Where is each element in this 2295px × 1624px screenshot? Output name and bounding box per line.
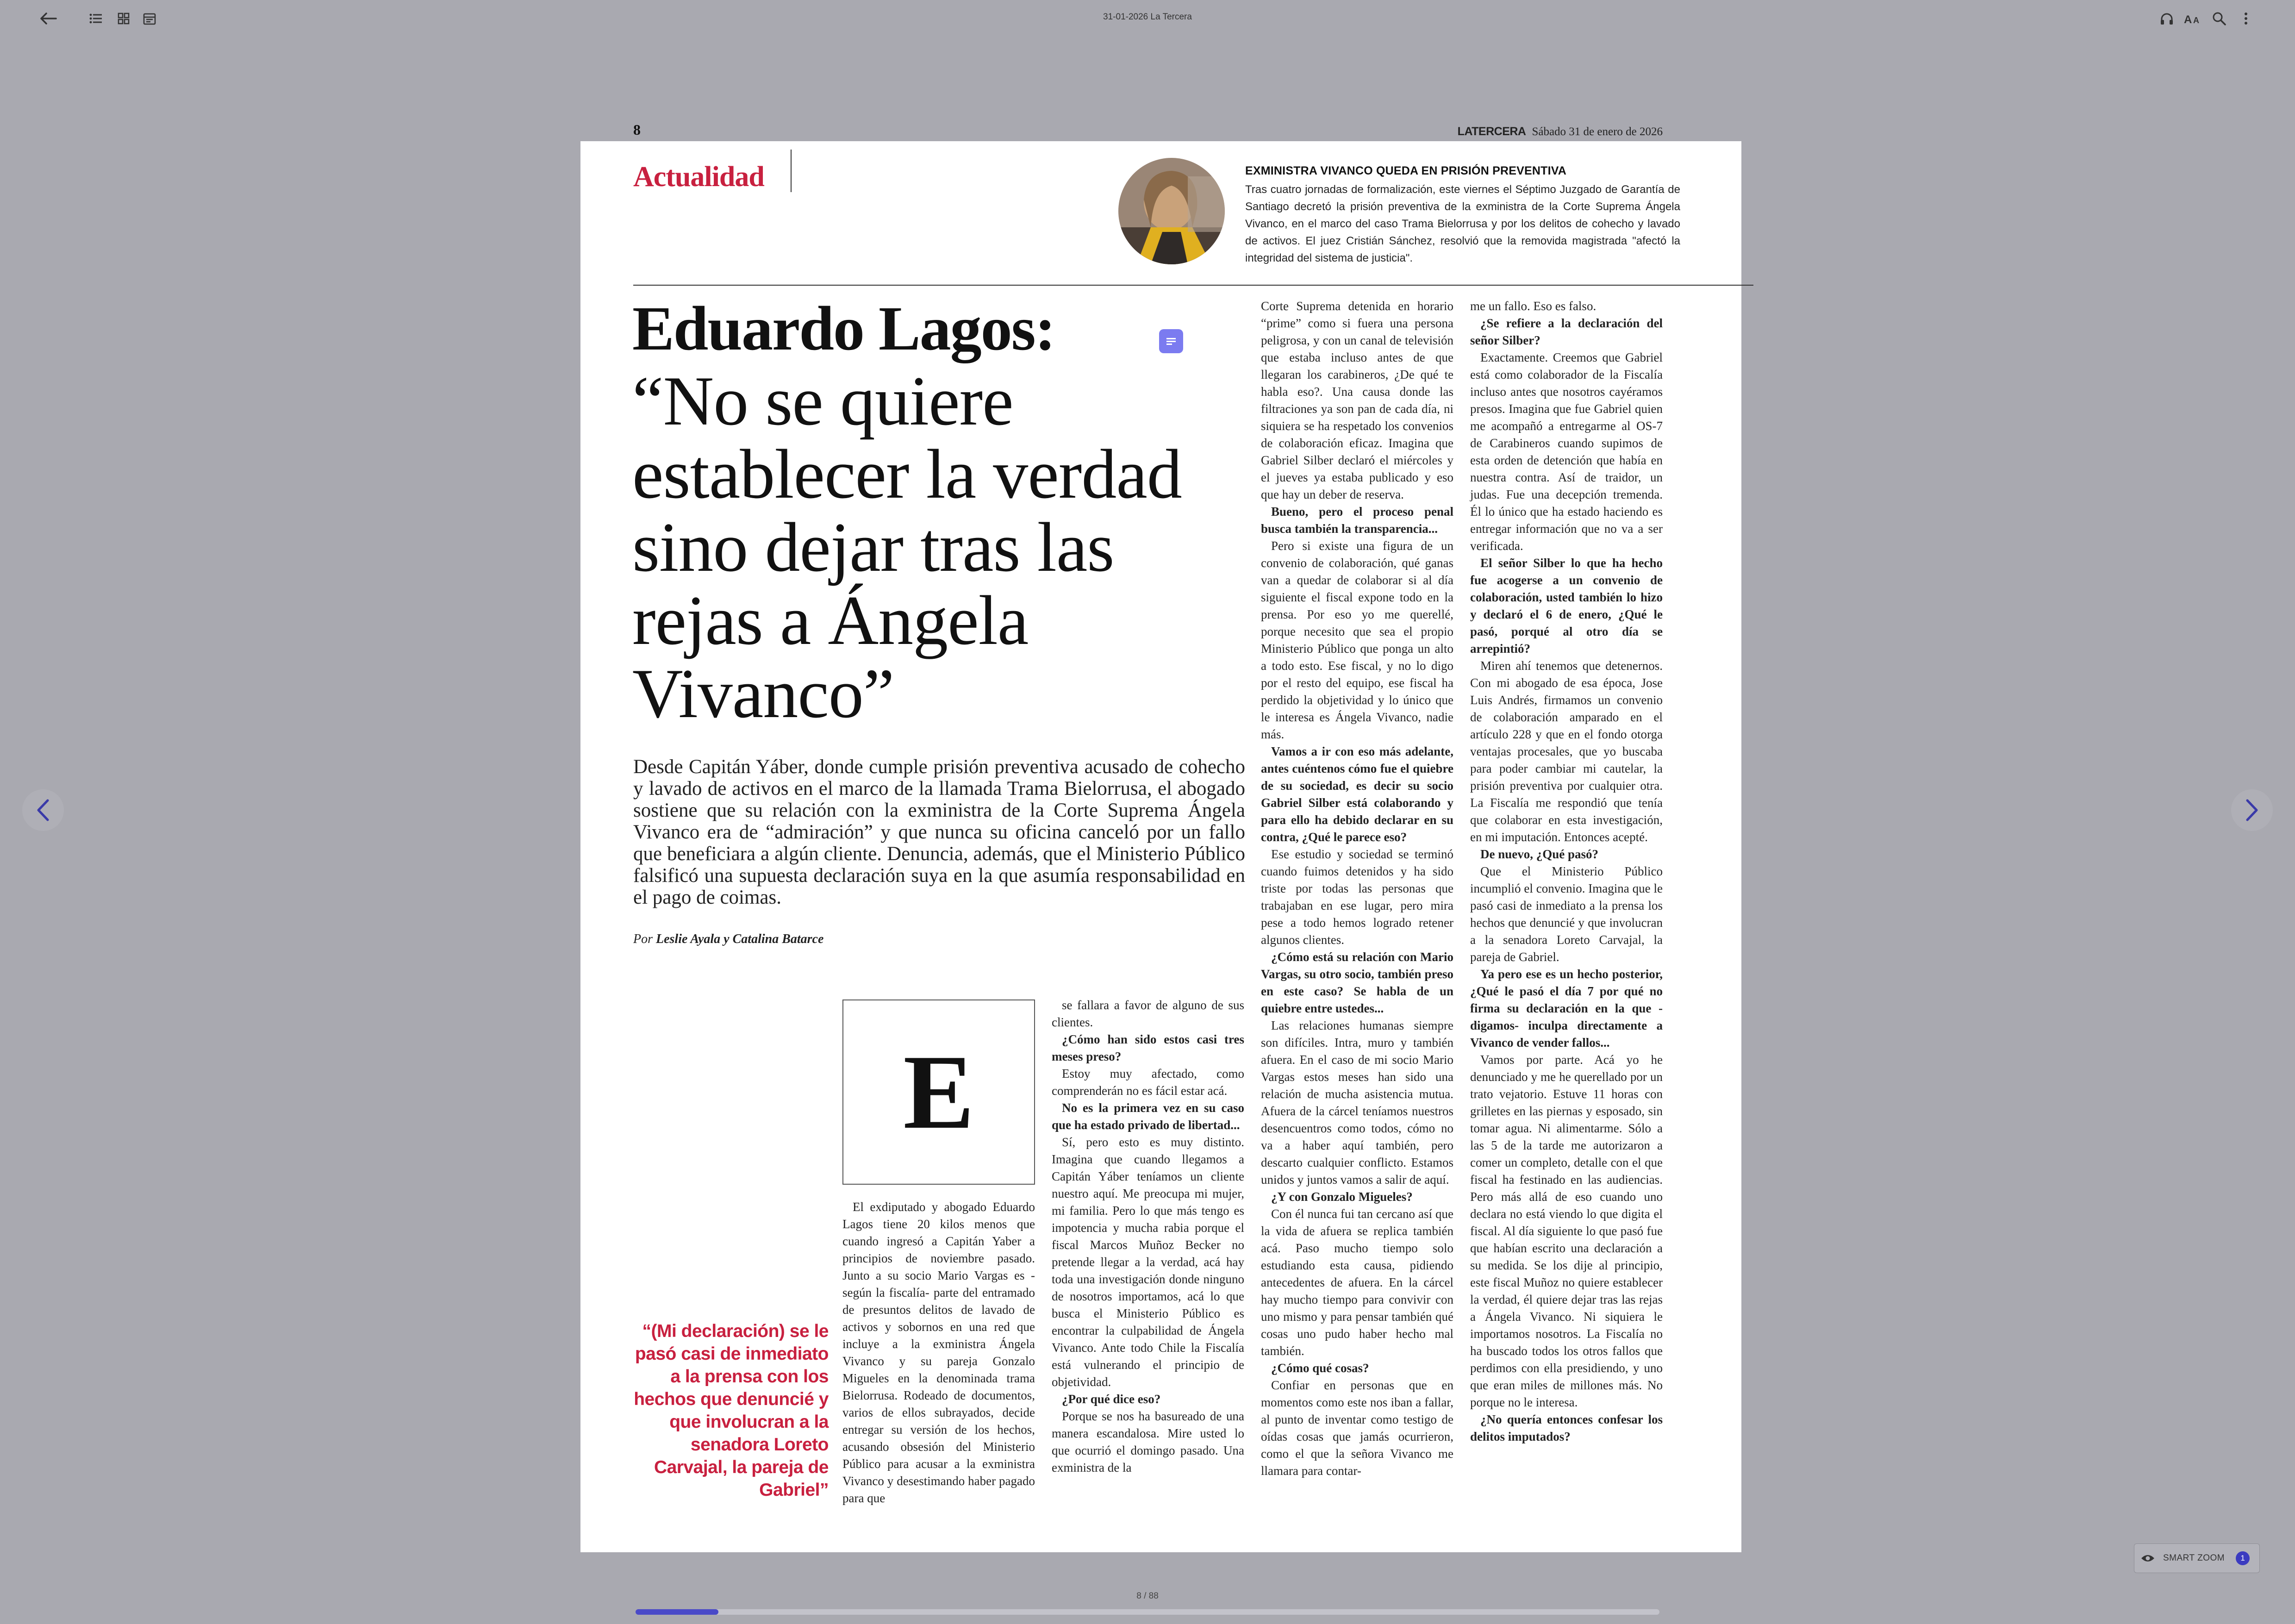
page-indicator: 8 / 88 <box>1136 1591 1159 1601</box>
drop-cap-box <box>842 999 1035 1185</box>
interview-question: ¿Cómo han sido estos casi tres meses preso? <box>1052 1032 1244 1063</box>
eye-icon <box>2141 1554 2155 1563</box>
interview-question: ¿Cómo qué cosas? <box>1271 1361 1369 1375</box>
interview-paragraph: Corte Suprema detenida en horario “prime” como si fuera una persona peligrosa, y con un canal de televisión que estaba incluso antes de que llegaran los carabineros, ¿De qué te habla eso?. Una causa donde las filtraciones ya son pan de cada día, ni siquiera se ha respetado los convenios de colaboración eficaz. Imagina que Gabriel Silber declaró el miércoles y el jueves ya estaba publicado y eso que hay un deber de reserva. <box>1261 299 1453 501</box>
masthead <box>1389 125 1663 138</box>
interview-paragraph: Pero si existe una figura de un convenio de colaboración, qué ganas van a quedar de colaborar si al día siguiente el fiscal expone todo en la prensa. Por eso yo me querellé, porque necesito que sea el propio Ministerio Público que ponga un alto a todo esto. Ese fiscal, y no lo digo por el resto del equipo, ese fiscal ha perdido la objetividad y lo único que le interesa es Ángela Vivanco, nadie más. <box>1261 539 1453 741</box>
smart-zoom-label: SMART ZOOM <box>2163 1553 2225 1563</box>
svg-text:A: A <box>2184 13 2192 25</box>
article-column-4 <box>1470 298 1663 1445</box>
page-progress-fill <box>636 1609 718 1615</box>
interview-question: ¿Y con Gonzalo Migueles? <box>1271 1190 1413 1204</box>
next-page-button[interactable] <box>2231 789 2273 831</box>
text-size-button[interactable] <box>2183 9 2203 28</box>
byline <box>633 932 823 947</box>
interview-question: No es la primera vez en su caso que ha estado privado de libertad... <box>1052 1101 1244 1132</box>
brief-rule <box>633 285 1753 286</box>
interview-question: ¿Se refiere a la declaración del señor Silber? <box>1470 316 1663 347</box>
interview-paragraph: Que el Ministerio Público incumplió el convenio. Imagina que le pasó casi de inmediato a la prensa los hechos que denuncié y que involucran a la senadora Loreto Carvajal, la pareja de Gabriel. <box>1470 864 1663 964</box>
annotation-note-button[interactable] <box>1159 329 1183 353</box>
section-label: Actualidad <box>633 161 764 193</box>
interview-question: ¿No quería entonces confesar los delitos imputados? <box>1470 1412 1663 1443</box>
interview-question: ¿Cómo está su relación con Mario Vargas, su otro socio, también preso en este caso? Se habla de un quiebre entre ustedes... <box>1261 950 1453 1015</box>
interview-question: De nuevo, ¿Qué pasó? <box>1480 847 1599 861</box>
brief-photo <box>1118 158 1225 264</box>
listen-button[interactable] <box>2158 9 2176 28</box>
brief-body: Tras cuatro jornadas de formalización, este viernes el Séptimo Juzgado de Garantía de Santiago decretó la prisión preventiva de la exministra de la Corte Suprema Ángela Vivanco, en el marco del caso Trama Bielorrusa y por los delitos de cohecho y lavado de activos. El juez Cristián Sánchez, resolvió que la removida magistrada "afectó la integridad del sistema de justicia". <box>1245 183 1680 264</box>
article-title-name: Eduardo Lagos: <box>632 294 1055 363</box>
interview-paragraph: Exactamente. Creemos que Gabriel está como colaborador de la Fiscalía incluso antes que nosotros cayéramos presos. Imagina que fue Gabriel quien me acompañó a entregarme al OS-7 de Carabineros cuando supimos de esta orden de detención que había en nuestra contra. Así de traidor, un judas. Fue una decepción tremenda. Él lo único que ha estado haciendo es entregar información que no va a ser verificada. <box>1470 350 1663 553</box>
interview-paragraph: Ese estudio y sociedad se terminó cuando fuimos detenidos y ha sido triste por todas las personas que trabajaban en ese lugar, pero mira pese a todo hemos logrado retener algunos clientes. <box>1261 847 1453 947</box>
svg-text:A: A <box>2193 16 2199 25</box>
article-column-3 <box>1261 298 1453 1480</box>
article-lead: Desde Capitán Yáber, donde cumple prisión preventiva acusado de cohecho y lavado de activos en el marco de la llamada Trama Bielorrusa, el abogado sostiene que su relación con la exministra de la Corte Suprema Ángela Vivanco era de “admiración” y que nunca su oficina canceló por un fallo que beneficiara a algún cliente. Denuncia, además, que el Ministerio Público falsificó una supuesta declaración suya en la que asumía responsabilidad en el pago de coimas. <box>633 756 1245 908</box>
smart-zoom-button[interactable] <box>2134 1543 2260 1573</box>
interview-paragraph: Las relaciones humanas siempre son difíciles. Intra, muro y también afuera. En el caso de mi socio Mario Vargas estos meses han sido una relación de mucha asistencia mutua. Afuera de la cárcel teníamos nuestros desencuentros como todos, cómo no va a haber aquí también, pero descarto cualquier conflicto. Estamos unidos y juntos vamos a salir de aquí. <box>1261 1018 1453 1187</box>
issue-title: 31-01-2026 La Tercera <box>1103 12 1192 22</box>
byline-authors: Leslie Ayala y Catalina Batarce <box>656 932 824 946</box>
interview-paragraph: Sí, pero esto es muy distinto. Imagina que cuando llegamos a Capitán Yáber teníamos un cliente nuestro aquí. Me preocupa mi mujer, mi familia. Pero lo que más tengo es impotencia y mucha rabia porque el fiscal Marcos Muñoz Becker no pretende llegar a la verdad, acá hay toda una investigación donde ninguno de nosotros importamos, acá lo que busca el Ministerio Público es encontrar la culpabilidad de Ángela Vivanco. Ante todo Chile la Fiscalía está vulnerando el principio de objetividad. <box>1052 1135 1244 1389</box>
interview-paragraph: Miren ahí tenemos que detenernos. Con mi abogado de esa época, Jose Luis Andrés, firmamos un convenio de colaboración amparado en el artículo 228 y que en el fondo otorga ventajas procesales, que yo buscaba para poder cambiar mi cautelar, la prisión preventiva por cualquier otra. La Fiscalía me respondió que tenía que colaborar en esta investigación, en mi imputación. Entonces acepté. <box>1470 659 1663 844</box>
article-column-2 <box>1052 997 1244 1476</box>
search-icon <box>2212 12 2226 25</box>
interview-paragraph: Estoy muy afectado, como comprenderán no es fácil estar acá. <box>1052 1067 1244 1098</box>
search-button[interactable] <box>2211 9 2227 28</box>
more-icon <box>2244 12 2248 25</box>
chevron-left-icon <box>36 799 50 822</box>
chevron-right-icon <box>2245 799 2259 822</box>
pull-quote: “(Mi declaración) se le pasó casi de inmediato a la prensa con los hechos que denuncié y que involucran a la senadora Loreto Carvajal, la pareja de Gabriel” <box>634 1321 829 1500</box>
interview-paragraph: se fallara a favor de alguno de sus clientes. <box>1052 998 1244 1029</box>
byline-prefix: Por <box>633 932 653 946</box>
article-column-1 <box>842 1199 1035 1507</box>
interview-question: El señor Silber lo que ha hecho fue acogerse a un convenio de colaboración, usted también lo hizo y declaró el 6 de enero, ¿Qué le pasó, porqué al otro día se arrepintió? <box>1470 556 1663 656</box>
interview-paragraph: Porque se nos ha basureado de una manera escandalosa. Mire usted lo que ocurrió el domingo pasado. Una exministra de la <box>1052 1409 1244 1474</box>
more-options-button[interactable] <box>2240 9 2251 28</box>
note-icon <box>1166 337 1177 346</box>
smart-zoom-badge: 1 <box>2236 1551 2250 1565</box>
text-size-icon <box>2184 12 2202 25</box>
interview-question: Ya pero ese es un hecho posterior, ¿Qué le pasó el día 7 por qué no firma su declaración en la que -digamos- inculpa directamente a Vivanco de vender fallos... <box>1470 967 1663 1049</box>
interview-question: ¿Por qué dice eso? <box>1062 1392 1161 1406</box>
interview-paragraph: El exdiputado y abogado Eduardo Lagos tiene 20 kilos menos que cuando ingresó a Capitán Yaber a principios de noviembre pasado. Junto a su socio Mario Vargas es -según la fiscalía- parte del entramado de presuntos delitos de lavado de activos y sobornos en una red que incluye a la exministra Ángela Vivanco y su pareja Gonzalo Migueles en la denominada trama Bielorrusa. Rodeado de documentos, varios de ellos subrayados, decide entregar su versión de los hechos, acusando obsesión del Ministerio Público para acusar a la exministra Vivanco y desestimando haber pagado para que <box>842 1200 1035 1505</box>
page-progress-bar[interactable] <box>636 1609 1659 1615</box>
newspaper-page <box>580 141 1741 1552</box>
previous-page-button[interactable] <box>22 789 64 831</box>
page-number: 8 <box>633 121 641 138</box>
brand-name: LATERCERA <box>1457 125 1526 138</box>
headphones-icon <box>2160 12 2174 25</box>
section-divider <box>791 150 792 192</box>
interview-question: Bueno, pero el proceso penal busca también la transparencia... <box>1261 505 1453 536</box>
issue-date: Sábado 31 de enero de 2026 <box>1532 125 1663 138</box>
interview-paragraph: me un fallo. Eso es falso. <box>1470 299 1597 313</box>
interview-paragraph: Con él nunca fui tan cercano así que la vida de afuera se replica también acá. Paso mucho tiempo solo estudiando esta causa, pidiendo antecedentes de afuera. En la cárcel hay mucho tiempo para convivir con uno mismo y para pensar también qué cosas uno pudo haber hecho mal también. <box>1261 1207 1453 1358</box>
drop-cap-letter: E <box>903 1033 974 1151</box>
brief-headline: EXMINISTRA VIVANCO QUEDA EN PRISIÓN PREVENTIVA <box>1245 164 1567 177</box>
interview-paragraph: Confiar en personas que en momentos como este nos iban a fallar, al punto de inventar como testigo de oídas cosas que jamás ocurrieron, como el que la señora Vivanco me llamara para contar- <box>1261 1378 1453 1478</box>
interview-question: Vamos a ir con eso más adelante, antes cuéntenos cómo fue el quiebre de su sociedad, es decir su socio Gabriel Silber está colaborando y para ello ha debido declarar en su contra, ¿Qué le parece eso? <box>1261 744 1453 844</box>
article-title-quote: “No se quiere establecer la verdad sino dejar tras las rejas a Ángela Vivanco” <box>632 362 1182 732</box>
interview-paragraph: Vamos por parte. Acá yo he denunciado y me he querellado por un trato vejatorio. Estuve 11 horas con grilletes en las piernas y esposado, sin tomar agua. Ni alimentarme. Sólo a las 5 de la tarde me autorizaron a comer un completo, detalle con el que fiscal ha festinado en las audiencias. Pero más allá de eso cuando uno declara no está viendo lo que digita el fiscal. Al día siguiente lo que pasó fue que habían escrito una declaración a su medida. Se los dije al principio, este fiscal Muñoz no quiere establecer la verdad, él quiere dejar tras las rejas a Ángela Vivanco. Ni siquiera le importamos nosotros. La Fiscalía no ha buscado todos los otros fallos que perdimos con ella presidiendo, y uno que eran miles de millones más. No porque no le interesa. <box>1470 1053 1663 1409</box>
